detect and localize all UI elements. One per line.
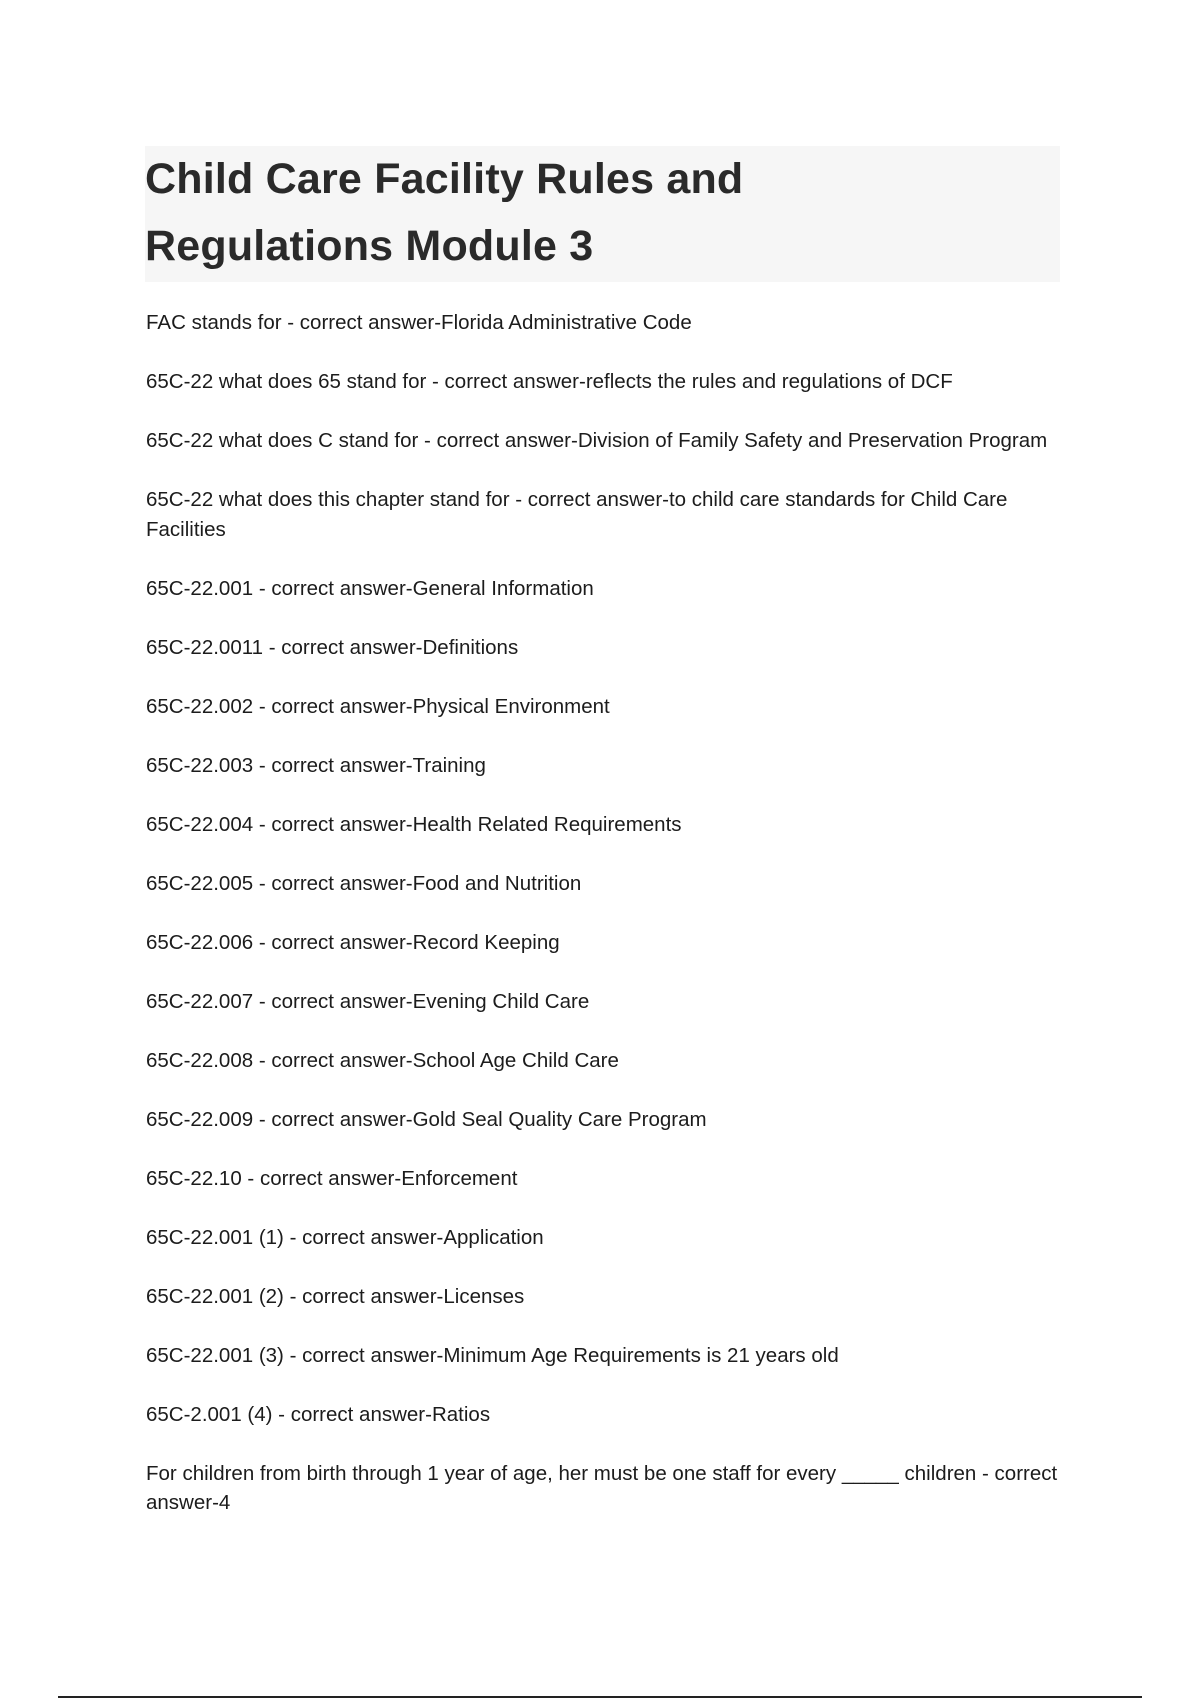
qa-item — [146, 987, 1066, 1017]
qa-text: 65C-22.10 - correct answer-Enforcement — [146, 1166, 518, 1190]
qa-item — [146, 1164, 1066, 1194]
qa-item — [146, 1400, 1066, 1430]
footer-divider — [58, 1696, 1142, 1698]
qa-text: 65C-22.004 - correct answer-Health Related Requirements — [146, 812, 682, 836]
title-line-2: Regulations Module 3 — [145, 222, 594, 270]
qa-text: For children from birth through 1 year of age, her must be one staff for every _____ children - correct answer-4 — [146, 1461, 1063, 1514]
qa-text: 65C-22.009 - correct answer-Gold Seal Quality Care Program — [146, 1107, 707, 1131]
qa-text: 65C-22.006 - correct answer-Record Keeping — [146, 930, 560, 954]
qa-item — [146, 869, 1066, 899]
document-title — [145, 146, 1060, 280]
qa-text: 65C-22.001 (3) - correct answer-Minimum Age Requirements is 21 years old — [146, 1343, 839, 1367]
qa-text: 65C-22.001 - correct answer-General Information — [146, 576, 594, 600]
qa-item — [146, 426, 1066, 456]
qa-text: 65C-22.001 (2) - correct answer-Licenses — [146, 1284, 525, 1308]
qa-item — [146, 633, 1066, 663]
qa-item — [146, 1105, 1066, 1135]
title-line-1: Child Care Facility Rules and — [145, 155, 744, 203]
qa-text: 65C-22.007 - correct answer-Evening Child Care — [146, 989, 590, 1013]
qa-text: 65C-22.008 - correct answer-School Age Child Care — [146, 1048, 619, 1072]
qa-text: 65C-2.001 (4) - correct answer-Ratios — [146, 1402, 491, 1426]
qa-item — [146, 1459, 1066, 1518]
qa-text: 65C-22 what does 65 stand for - correct answer-reflects the rules and regulations of DCF — [146, 370, 953, 393]
qa-list — [146, 308, 1066, 1547]
qa-item — [146, 574, 1066, 604]
qa-item — [146, 810, 1066, 840]
qa-item — [146, 308, 1066, 338]
qa-text: 65C-22.001 (1) - correct answer-Application — [146, 1225, 544, 1249]
qa-item — [146, 367, 1066, 397]
qa-text: FAC stands for - correct answer-Florida Administrative Code — [146, 311, 692, 334]
qa-item — [146, 928, 1066, 958]
qa-item — [146, 1046, 1066, 1076]
qa-text: 65C-22.003 - correct answer-Training — [146, 753, 486, 777]
qa-item — [146, 1282, 1066, 1312]
qa-item — [146, 1341, 1066, 1371]
qa-text: 65C-22.0011 - correct answer-Definitions — [146, 635, 519, 659]
qa-text: 65C-22 what does C stand for - correct answer-Division of Family Safety and Preservation Program — [146, 429, 1048, 452]
qa-text: 65C-22 what does this chapter stand for - correct answer-to child care standards for Child Care Facilities — [146, 488, 1014, 541]
qa-item — [146, 485, 1066, 544]
qa-item — [146, 692, 1066, 722]
qa-item — [146, 751, 1066, 781]
qa-text: 65C-22.005 - correct answer-Food and Nutrition — [146, 871, 582, 895]
title-block — [145, 146, 1060, 282]
qa-text: 65C-22.002 - correct answer-Physical Environment — [146, 694, 610, 718]
qa-item — [146, 1223, 1066, 1253]
